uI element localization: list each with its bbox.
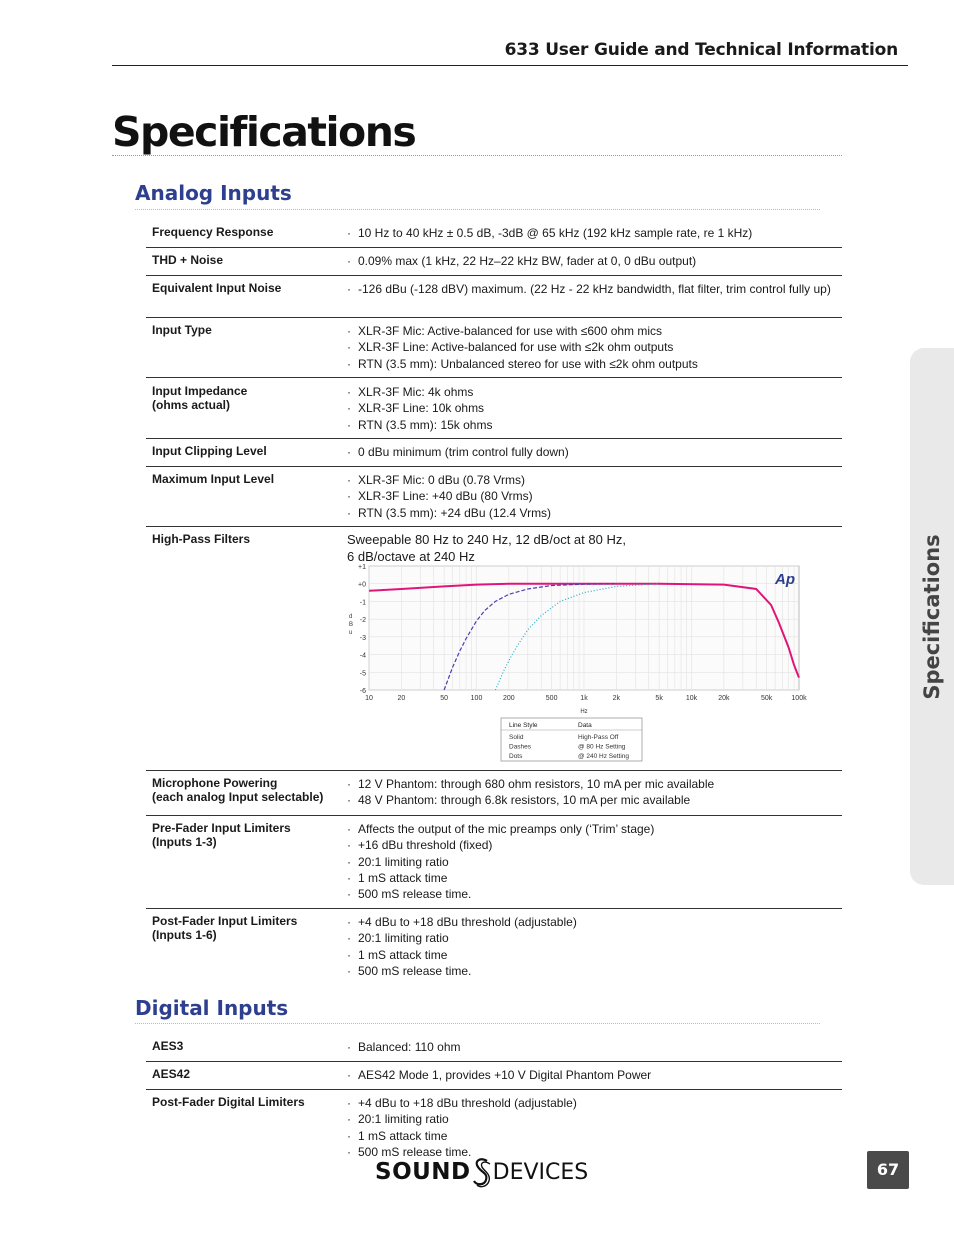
x-tick-label: 10 [365, 695, 373, 702]
spec-label: Pre-Fader Input Limiters (Inputs 1-3) [152, 821, 291, 849]
spec-values [347, 821, 837, 902]
spec-values [347, 281, 837, 297]
spec-value: · RTN (3.5 mm): +24 dBu (12.4 Vrms) [347, 505, 837, 521]
spec-value: · 1 mS attack time [347, 870, 837, 886]
y-tick-label: -6 [359, 688, 366, 695]
spec-row [146, 472, 842, 527]
spec-row [146, 821, 842, 909]
spec-label: Frequency Response [152, 225, 274, 239]
spec-value: · 48 V Phantom: through 6.8k resistors, 10 mA per mic available [347, 792, 837, 808]
spec-value: · RTN (3.5 mm): Unbalanced stereo for use with ≤2k ohm outputs [347, 356, 837, 372]
spec-label: Equivalent Input Noise [152, 281, 282, 295]
header-rule [112, 65, 908, 66]
spec-label: THD + Noise [152, 253, 224, 267]
x-tick-label: 50 [440, 695, 449, 702]
spec-value: · Affects the output of the mic preamps only (‘Trim’ stage) [347, 821, 837, 837]
spec-value: · 10 Hz to 40 kHz ± 0.5 dB, -3dB @ 65 kHz (192 kHz sample rate, re 1 kHz) [347, 225, 837, 241]
digital-inputs-heading: Digital Inputs [135, 996, 289, 1020]
spec-value: · +4 dBu to +18 dBu threshold (adjustable) [347, 1095, 837, 1111]
spec-label: High-Pass Filters [152, 532, 251, 546]
spec-value: · XLR-3F Mic: 0 dBu (0.78 Vrms) [347, 472, 837, 488]
spec-value: · +4 dBu to +18 dBu threshold (adjustable) [347, 914, 837, 930]
x-axis-label: Hz [580, 709, 588, 715]
spec-value: · -126 dBu (-128 dBV) maximum. (22 Hz - 22 kHz bandwidth, flat filter, trim control fully up) [347, 281, 837, 297]
spec-row [146, 914, 842, 978]
spec-row [146, 384, 842, 439]
spec-value: · 20:1 limiting ratio [347, 1111, 837, 1127]
y-tick-label: -4 [359, 652, 366, 660]
legend-header: Line Style [509, 722, 538, 729]
page-title: Specifications [112, 108, 416, 156]
spec-values [347, 914, 837, 979]
header-title: 633 User Guide and Technical Information [504, 40, 898, 60]
spec-value: · XLR-3F Mic: 4k ohms [347, 384, 837, 400]
spec-value: · 500 mS release time. [347, 1144, 837, 1160]
y-tick-label: +1 [358, 564, 366, 571]
x-tick-label: 5k [655, 695, 663, 702]
spec-label: AES42 [152, 1067, 191, 1081]
x-tick-label: 1k [580, 695, 588, 702]
y-tick-label: -1 [359, 599, 366, 607]
legend-entry-style: Dashes [509, 743, 532, 751]
spec-row [146, 323, 842, 378]
spec-label: Microphone Powering (each analog Input selectable) [152, 776, 324, 804]
spec-value: · 1 mS attack time [347, 947, 837, 963]
spec-label: Input Impedance (ohms actual) [152, 384, 248, 412]
spec-description: Sweepable 80 Hz to 240 Hz, 12 dB/oct at 80 Hz, 6 dB/octave at 240 Hz [347, 532, 626, 564]
x-tick-label: 50k [760, 695, 773, 702]
logo-s-wave-icon [471, 1156, 493, 1188]
spec-row [146, 253, 842, 276]
x-tick-label: 200 [503, 695, 515, 702]
side-tab-label: Specifications [920, 533, 944, 700]
digital-section-rule [135, 1023, 820, 1024]
spec-label: Post-Fader Input Limiters (Inputs 1-6) [152, 914, 298, 942]
spec-values [347, 1067, 837, 1083]
spec-values [347, 444, 837, 460]
spec-values [347, 472, 837, 521]
spec-label: Post-Fader Digital Limiters [152, 1095, 305, 1109]
spec-values [347, 1039, 837, 1055]
spec-value: · XLR-3F Line: +40 dBu (80 Vrms) [347, 488, 837, 504]
spec-value: · XLR-3F Mic: Active-balanced for use with ≤600 ohm mics [347, 323, 837, 339]
spec-value: · 500 mS release time. [347, 886, 837, 902]
spec-values [347, 384, 837, 433]
spec-value: · 1 mS attack time [347, 1128, 837, 1144]
spec-value: · XLR-3F Line: 10k ohms [347, 400, 837, 416]
spec-values [347, 225, 837, 241]
spec-value: · 20:1 limiting ratio [347, 930, 837, 946]
analog-inputs-heading: Analog Inputs [135, 181, 292, 205]
spec-row [146, 776, 842, 816]
spec-label: Input Type [152, 323, 212, 337]
title-rule [112, 155, 842, 156]
x-tick-label: 100k [791, 695, 807, 702]
y-tick-label: -2 [359, 617, 366, 625]
legend-entry-data: @ 240 Hz Setting [578, 753, 630, 760]
spec-value: · 12 V Phantom: through 680 ohm resistors, 10 mA per mic available [347, 776, 837, 792]
legend-entry-data: High-Pass Off [578, 734, 619, 741]
logo-word-sound: SOUND [375, 1159, 471, 1185]
spec-value: · +16 dBu threshold (fixed) [347, 837, 837, 853]
x-tick-label: 10k [685, 695, 698, 702]
sound-devices-logo [375, 1156, 588, 1188]
spec-row [146, 1039, 842, 1062]
legend-entry-style: Dots [509, 753, 523, 760]
spec-values [347, 253, 837, 269]
analog-section-rule [135, 209, 820, 210]
spec-row [146, 225, 842, 248]
spec-value: · 0 dBu minimum (trim control fully down) [347, 444, 837, 460]
spec-value: · RTN (3.5 mm): 15k ohms [347, 417, 837, 433]
spec-value: · AES42 Mode 1, provides +10 V Digital Phantom Power [347, 1067, 837, 1083]
spec-values [347, 1095, 837, 1160]
side-tab [910, 348, 954, 885]
page-number: 67 [867, 1151, 909, 1189]
spec-value: · XLR-3F Line: Active-balanced for use with ≤2k ohm outputs [347, 339, 837, 355]
y-tick-label: -5 [359, 670, 366, 678]
spec-row [146, 281, 842, 318]
spec-value: · 20:1 limiting ratio [347, 854, 837, 870]
y-tick-label: -3 [359, 634, 366, 642]
spec-value: · Balanced: 110 ohm [347, 1039, 837, 1055]
legend-header: Data [578, 722, 592, 729]
x-tick-label: 20 [397, 695, 406, 702]
spec-row [146, 1067, 842, 1090]
ap-logo: Ap [775, 571, 795, 588]
spec-row [146, 444, 842, 467]
logo-word-devices: DEVICES [492, 1159, 589, 1185]
high-pass-filter-chart [343, 558, 807, 763]
y-tick-label: +0 [358, 581, 366, 589]
spec-values [347, 323, 837, 372]
legend-entry-data: @ 80 Hz Setting [578, 743, 626, 751]
spec-row [146, 1095, 842, 1159]
spec-value: · 500 mS release time. [347, 963, 837, 979]
x-tick-label: 100 [470, 695, 483, 702]
spec-values [347, 776, 837, 809]
y-axis-label: d B u [349, 614, 354, 636]
spec-label: AES3 [152, 1039, 184, 1053]
spec-value: · 0.09% max (1 kHz, 22 Hz–22 kHz BW, fader at 0, 0 dBu output) [347, 253, 837, 269]
x-tick-label: 20k [718, 695, 730, 702]
spec-label: Input Clipping Level [152, 444, 267, 458]
spec-label: Maximum Input Level [152, 472, 275, 486]
x-tick-label: 500 [545, 695, 558, 702]
legend-entry-style: Solid [509, 734, 524, 741]
x-tick-label: 2k [612, 695, 621, 702]
